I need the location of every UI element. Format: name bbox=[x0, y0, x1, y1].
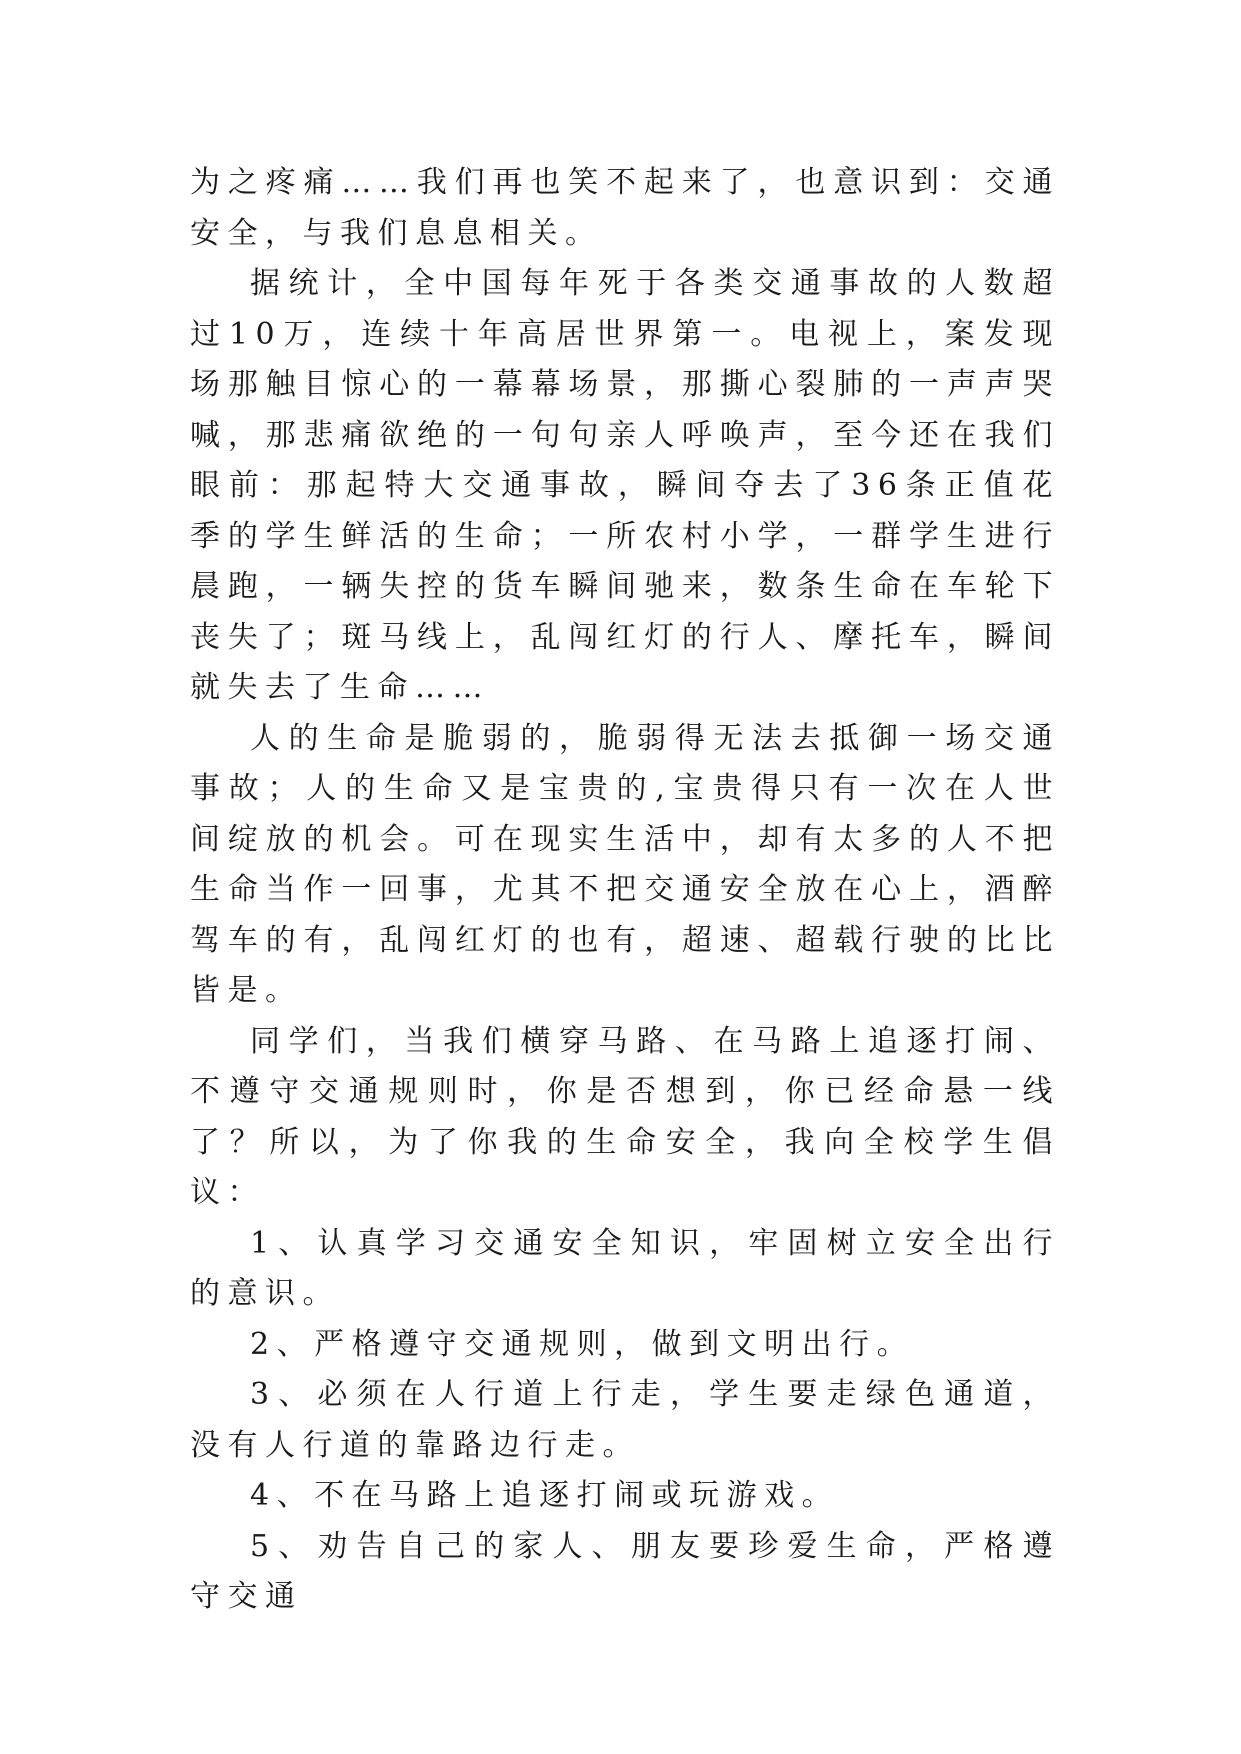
proposal-item-1: 1、认真学习交通安全知识，牢固树立安全出行的意识。 bbox=[190, 1225, 1060, 1311]
paragraph-appeal: 同学们，当我们横穿马路、在马路上追逐打闹、不遵守交通规则时，你是否想到，你已经命悬一线了？所以，为了你我的生命安全，我向全校学生倡议： bbox=[190, 1023, 1060, 1210]
proposal-item-4: 4、不在马路上追逐打闹或玩游戏。 bbox=[250, 1478, 840, 1513]
document-body bbox=[190, 158, 1060, 1623]
paragraph-statistics: 据统计，全中国每年死于各类交通事故的人数超过10万，连续十年高居世界第一。电视上，案发现场那触目惊心的一幕幕场景，那撕心裂肺的一声声哭喊，那悲痛欲绝的一句句亲人呼唤声，至今还在我们眼前：那起特大交通事故，瞬间夺去了36条正值花季的学生鲜活的生命；一所农村小学，一群学生进行晨跑，一辆失控的货车瞬间驰来，数条生命在车轮下丧失了；斑马线上，乱闯红灯的行人、摩托车，瞬间就失去了生命…… bbox=[190, 266, 1060, 705]
proposal-item-3: 3、必须在人行道上行走，学生要走绿色通道，没有人行道的靠路边行走。 bbox=[190, 1377, 1060, 1463]
proposal-item-2: 2、严格遵守交通规则，做到文明出行。 bbox=[250, 1326, 915, 1362]
paragraph-continuation: 为之疼痛……我们再也笑不起来了，也意识到：交通安全，与我们息息相关。 bbox=[190, 165, 1060, 251]
proposal-item-5: 5、劝告自己的家人、朋友要珍爱生命，严格遵守交通 bbox=[190, 1528, 1060, 1614]
paragraph-life-fragile: 人的生命是脆弱的，脆弱得无法去抵御一场交通事故；人的生命又是宝贵的,宝贵得只有一次在人世间绽放的机会。可在现实生活中，却有太多的人不把生命当作一回事，尤其不把交通安全放在心上，酒醉驾车的有，乱闯红灯的也有，超速、超载行驶的比比皆是。 bbox=[190, 720, 1060, 1008]
